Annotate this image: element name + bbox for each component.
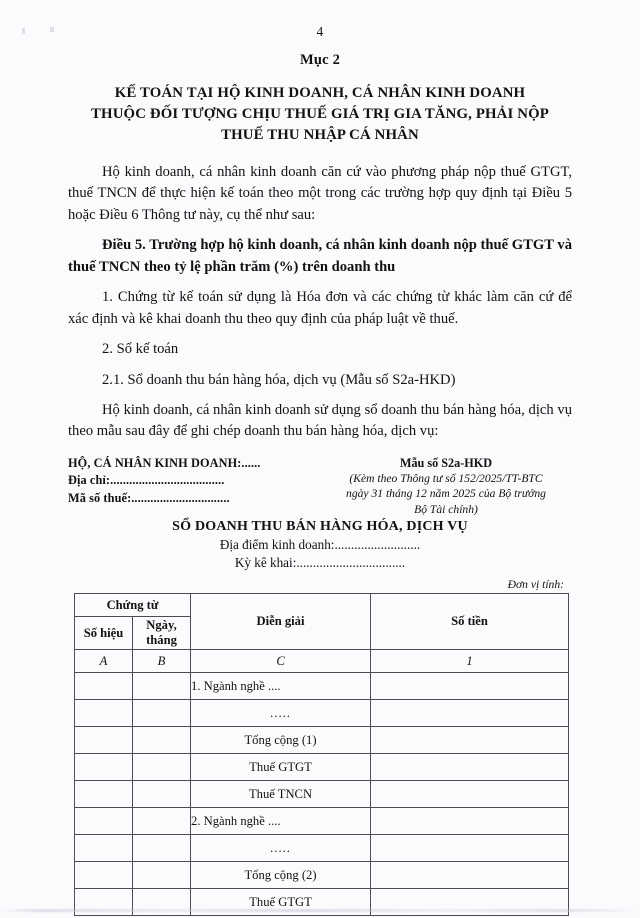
document-title-line-3: THUẾ THU NHẬP CÁ NHÂN (221, 127, 419, 143)
cell-voucher-date[interactable] (133, 862, 191, 889)
cell-voucher-number[interactable] (75, 862, 133, 889)
table-column-letter-row (75, 650, 569, 673)
cell-voucher-number[interactable] (75, 700, 133, 727)
cell-amount[interactable] (371, 700, 569, 727)
cell-voucher-date[interactable] (133, 754, 191, 781)
form-header-block (68, 455, 572, 517)
cell-description[interactable]: Thuế GTGT (191, 754, 371, 781)
table-row (75, 835, 569, 862)
address-label: Địa chỉ:.................................... (68, 473, 225, 488)
cell-voucher-date[interactable] (133, 673, 191, 700)
table-row (75, 781, 569, 808)
declaration-period-label: Kỳ kê khai:................................. (234, 554, 406, 570)
tax-code-label: Mã số thuế:............................... (68, 490, 230, 505)
form-header-left (68, 455, 260, 507)
cell-description[interactable]: Thuế TNCN (191, 781, 371, 808)
cell-voucher-number[interactable] (75, 781, 133, 808)
cell-description[interactable]: 1. Ngành nghề .... (191, 673, 371, 700)
cell-description[interactable]: 2. Ngành nghề .... (191, 808, 371, 835)
cell-amount[interactable] (371, 673, 569, 700)
cell-voucher-date[interactable] (133, 727, 191, 754)
unit-of-measure-label: Đơn vị tính: (507, 578, 564, 592)
cell-description[interactable]: Thuế GTGT (191, 889, 371, 916)
revenue-ledger-table (74, 593, 569, 916)
paragraph-item-2-1-body: Hộ kinh doanh, cá nhân kinh doanh sử dụng sổ doanh thu bán hàng hóa, dịch vụ theo mẫu sau đây để ghi chép doanh thu bán hàng hóa, dịch vụ: (68, 401, 572, 440)
paragraph-item-2: 2. Sổ kế toán (102, 341, 179, 358)
scan-bottom-edge-artifact (0, 909, 640, 912)
cell-amount[interactable] (371, 808, 569, 835)
cell-voucher-number[interactable] (75, 808, 133, 835)
cell-voucher-date[interactable] (133, 781, 191, 808)
cell-amount[interactable] (371, 862, 569, 889)
column-letter-b: B (133, 650, 191, 673)
form-header-right (320, 455, 572, 517)
column-letter-c: C (191, 650, 371, 673)
paragraph-article-5-heading: Điều 5. Trường hợp hộ kinh doanh, cá nhân kinh doanh nộp thuế GTGT và thuế TNCN theo tỷ lệ phần trăm (%) trên doanh thu (68, 237, 572, 275)
cell-voucher-date[interactable] (133, 700, 191, 727)
cell-voucher-number[interactable] (75, 754, 133, 781)
cell-description[interactable]: ..... (191, 835, 371, 862)
cell-description[interactable]: ..... (191, 700, 371, 727)
header-amount: Số tiền (371, 594, 569, 650)
cell-description[interactable]: Tổng cộng (1) (191, 727, 371, 754)
cell-voucher-number[interactable] (75, 673, 133, 700)
table-row (75, 862, 569, 889)
table-row (75, 754, 569, 781)
cell-amount[interactable] (371, 727, 569, 754)
circular-reference-line-1: (Kèm theo Thông tư số 152/2025/TT-BTC (349, 472, 543, 486)
header-description: Diễn giải (191, 594, 371, 650)
form-code: Mẫu số S2a-HKD (399, 455, 493, 470)
document-body (68, 52, 572, 916)
paragraph-intro: Hộ kinh doanh, cá nhân kinh doanh căn cứ vào phương pháp nộp thuế GTGT, thuế TNCN để thực hiện kế toán theo một trong các trường hợp quy định tại Điều 5 hoặc Điều 6 Thông tư này, cụ thể như sau: (68, 164, 572, 223)
document-title (68, 83, 572, 146)
circular-reference-line-2: ngày 31 tháng 12 năm 2025 của Bộ trưởng (346, 487, 546, 501)
cell-amount[interactable] (371, 835, 569, 862)
business-location-label: Địa điểm kinh doanh:.......................... (219, 536, 421, 552)
cell-amount[interactable] (371, 781, 569, 808)
page-number: 4 (316, 24, 324, 39)
cell-voucher-number[interactable] (75, 835, 133, 862)
cell-amount[interactable] (371, 754, 569, 781)
table-head (75, 594, 569, 673)
cell-voucher-number[interactable] (75, 727, 133, 754)
table-row (75, 808, 569, 835)
table-row (75, 700, 569, 727)
table-header-row-group (75, 594, 569, 617)
table-row (75, 673, 569, 700)
paragraph-item-2-1: 2.1. Sổ doanh thu bán hàng hóa, dịch vụ (Mẫu số S2a-HKD) (102, 371, 456, 388)
entity-name-label: HỘ, CÁ NHÂN KINH DOANH:...... (68, 455, 261, 470)
header-voucher-group: Chứng từ (75, 594, 191, 617)
paragraph-item-1: 1. Chứng từ kế toán sử dụng là Hóa đơn và các chứng từ khác làm căn cứ để xác định và kê khai doanh thu theo quy định của pháp luật về thuế. (68, 289, 572, 327)
column-letter-1: 1 (371, 650, 569, 673)
table-body (75, 673, 569, 916)
header-voucher-date: Ngày, tháng (133, 617, 191, 650)
cell-description[interactable]: Tổng cộng (2) (191, 862, 371, 889)
header-voucher-number: Số hiệu (75, 617, 133, 650)
section-label: Mục 2 (299, 52, 341, 68)
circular-reference-line-3: Bộ Tài chính) (414, 502, 478, 516)
cell-voucher-date[interactable] (133, 835, 191, 862)
document-title-line-2: THUỘC ĐỐI TƯỢNG CHỊU THUẾ GIÁ TRỊ GIA TĂNG, PHẢI NỘP (91, 106, 549, 122)
cell-voucher-date[interactable] (133, 808, 191, 835)
document-title-line-1: KẾ TOÁN TẠI HỘ KINH DOANH, CÁ NHÂN KINH DOANH (114, 85, 526, 101)
table-row (75, 727, 569, 754)
ledger-title: SỔ DOANH THU BÁN HÀNG HÓA, DỊCH VỤ (172, 518, 468, 534)
column-letter-a: A (75, 650, 133, 673)
